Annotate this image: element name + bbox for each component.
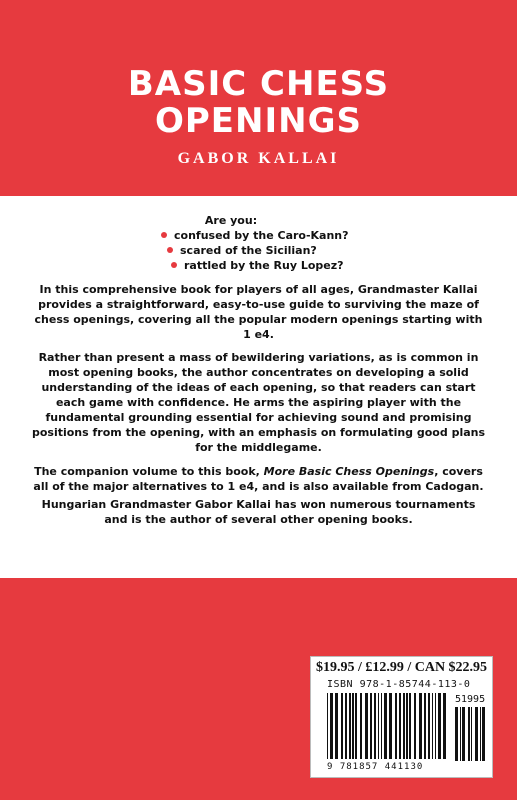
question-heading: Are you: [204, 214, 258, 227]
barcode-bar [419, 693, 422, 759]
bullet-text: scared of the Sicilian? [180, 244, 317, 257]
supplement-code: 51995 [455, 694, 486, 705]
price-label: $19.95 / £12.99 / CAN $22.95 [315, 660, 488, 675]
barcode-bar [468, 707, 470, 761]
supplement-barcode [455, 707, 485, 761]
barcode-box [310, 656, 493, 778]
bullet-text: rattled by the Ruy Lopez? [184, 259, 344, 272]
barcode-bar [384, 693, 387, 759]
barcode-bar [352, 693, 354, 759]
barcode-bar [406, 693, 408, 759]
barcode-bar [349, 693, 351, 759]
blurb-paragraph-1: In this comprehensive book for players of all ages, Grandmaster Kallai provides a straightforward, easy-to-use guide to surviving the maze of chess openings, covering all the popular modern openings starting with 1 e4. [34, 283, 483, 341]
barcode-bar [460, 707, 461, 761]
barcode-bar [438, 693, 441, 759]
barcode-bar [355, 693, 357, 759]
companion-book-title: More Basic Chess Openings [263, 465, 435, 478]
ean-barcode [327, 693, 451, 761]
paragraph-3-lead: The companion volume to this book, [34, 465, 264, 478]
barcode-bar [462, 707, 465, 761]
barcode-bar [374, 693, 376, 759]
barcode-bar [389, 693, 392, 759]
barcode-bar [409, 693, 411, 759]
barcode-bar [428, 693, 430, 759]
bullet-icon [171, 262, 177, 268]
barcode-bar [475, 707, 478, 761]
barcode-bar [482, 707, 485, 761]
barcode-bar [370, 693, 372, 759]
bullet-item [167, 243, 317, 258]
bullet-icon [167, 247, 173, 253]
barcode-bar [403, 693, 405, 759]
barcode-bar [330, 693, 333, 759]
barcode-bar [424, 693, 426, 759]
barcode-bar [432, 693, 433, 759]
author-bio: Hungarian Grandmaster Gabor Kallai has won numerous tournaments and is the author of several other opening books. [41, 498, 476, 526]
barcode-bar [443, 693, 446, 759]
barcode-bar [360, 693, 362, 759]
barcode-bar [414, 693, 416, 759]
blurb-paragraph-2: Rather than present a mass of bewildering variations, as is common in most opening books, the author concentrates on developing a solid understanding of the ideas of each opening, so that readers can start each game with confidence. He arms the aspiring player with the fundamental grounding essential for achieving sound and promising positions from the opening, with an emphasis on formulating good plans for the middlegame. [31, 351, 486, 454]
barcode-bar [365, 693, 368, 759]
author-name: GABOR KALLAI [177, 150, 340, 167]
barcode-bar [455, 707, 458, 761]
barcode-bar [345, 693, 347, 759]
title-line-1: BASIC CHESS [127, 64, 390, 104]
barcode-bar [327, 693, 328, 759]
title-line-2: OPENINGS [154, 101, 362, 141]
barcode-bar [471, 707, 472, 761]
barcode-bar [399, 693, 401, 759]
barcode-bar [381, 693, 382, 759]
blurb-paragraph-3 [0, 464, 517, 494]
bullet-item [161, 228, 349, 243]
barcode-bar [435, 693, 436, 759]
barcode-bar [395, 693, 397, 759]
barcode-bar [378, 693, 379, 759]
paragraph-3-tail: , covers all of the major alternatives to 1 e4, and is also available from Cadogan. [33, 465, 484, 493]
isbn-label: ISBN 978-1-85744-113-0 [327, 679, 471, 690]
bullet-item [171, 258, 344, 273]
barcode-digits: 9 781857 441130 [327, 762, 424, 772]
barcode-bar [341, 693, 343, 759]
bullet-text: confused by the Caro-Kann? [174, 229, 349, 242]
barcode-bar [335, 693, 338, 759]
barcode-bar [480, 707, 481, 761]
bullet-icon [161, 232, 167, 238]
